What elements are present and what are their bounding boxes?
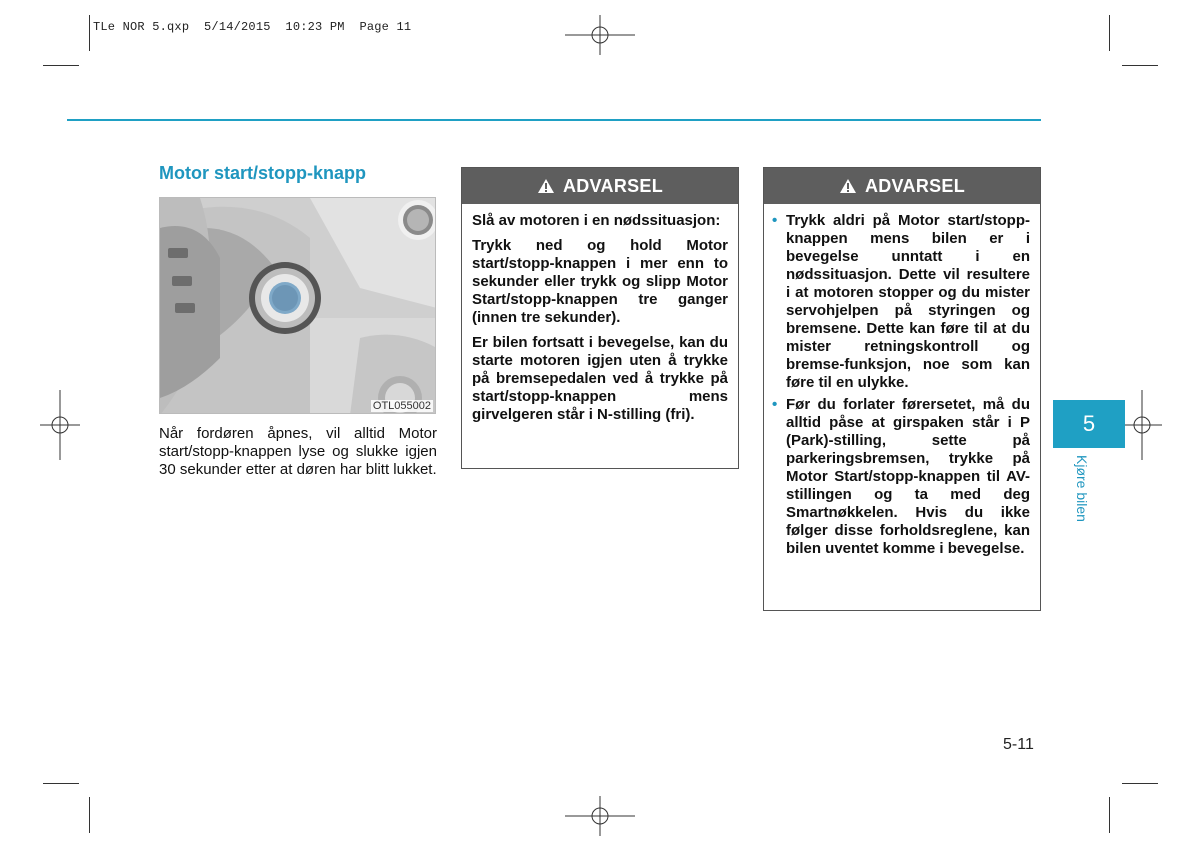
registration-mark-icon bbox=[40, 390, 80, 460]
warning-paragraph: Er bilen fortsatt i bevegelse, kan du starte motoren igjen uten å trykke på bremsepedalen ved å trykke på start/stopp-knappen mens girvelgeren står i N-stilling (fri). bbox=[472, 334, 728, 423]
bullet-icon: • bbox=[772, 212, 778, 229]
header-rule bbox=[67, 119, 1041, 121]
registration-mark-icon bbox=[1122, 390, 1162, 460]
image-code: OTL055002 bbox=[372, 400, 431, 412]
chapter-label: Kjøre bilen bbox=[1074, 455, 1090, 522]
registration-mark-icon bbox=[565, 796, 635, 836]
warning-bullet bbox=[772, 212, 1030, 392]
warning-header bbox=[462, 168, 738, 204]
section-body: Når fordøren åpnes, vil alltid Motor start/stopp-knappen lyse og slukke igjen 30 sekunder etter at døren har blitt lukket. bbox=[159, 425, 437, 478]
bullet-text: Trykk aldri på Motor start/stopp-knappen mens bilen er i bevegelse unntatt i en nødssituasjon. Dette vil resultere i at motoren stopper og du mister servohjelpen på styringen og bremsene. Dette kan føre til at du mister retningskontroll og bremse-funksjon, noe som kan føre til en ulykke. bbox=[786, 212, 1030, 391]
warning-title: ADVARSEL bbox=[864, 175, 966, 196]
bullet-icon: • bbox=[772, 396, 778, 413]
warning-box-2 bbox=[763, 167, 1041, 611]
page-number: 5-11 bbox=[1003, 736, 1034, 753]
warning-paragraph: Trykk ned og hold Motor start/stopp-knappen i mer enn to sekunder eller trykk og slipp Motor Start/stopp-knappen tre ganger (innen tre sekunder). bbox=[472, 237, 728, 326]
warning-paragraph: Slå av motoren i en nødssituasjon: bbox=[472, 212, 721, 229]
warning-bullet bbox=[772, 396, 1030, 558]
chapter-tab: 5 bbox=[1053, 400, 1125, 448]
warning-body bbox=[462, 204, 738, 424]
section-title: Motor start/stopp-knapp bbox=[159, 163, 366, 183]
warning-box-1 bbox=[461, 167, 739, 469]
warning-title: ADVARSEL bbox=[562, 175, 664, 196]
print-meta: TLe NOR 5.qxp 5/14/2015 10:23 PM Page 11 bbox=[93, 20, 412, 34]
registration-mark-icon bbox=[565, 15, 635, 55]
warning-triangle-icon bbox=[839, 178, 857, 194]
warning-triangle-icon bbox=[537, 178, 555, 194]
dashboard-illustration bbox=[160, 198, 436, 414]
warning-body bbox=[764, 204, 1040, 558]
start-stop-button-illustration bbox=[159, 197, 436, 414]
bullet-text: Før du forlater førersetet, må du alltid påse at girspaken står i P (Park)-stilling, sette på parkeringsbremsen, trykke på Motor Start/stopp-knappen til AV-stillingen og ta med deg Smartnøkkelen. Hvis du ikke følger disse forholdsreglene, kan bilen uventet komme i bevegelse. bbox=[786, 396, 1030, 557]
warning-header bbox=[764, 168, 1040, 204]
